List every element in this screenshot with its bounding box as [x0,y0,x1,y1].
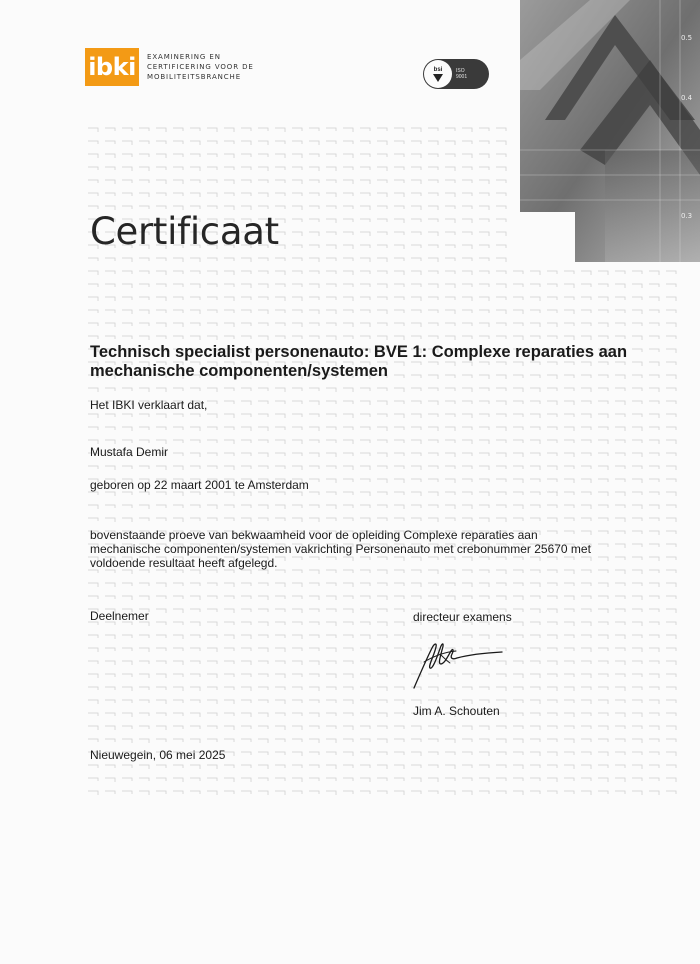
director-signature [410,634,506,694]
decorative-corner-graphic [520,0,700,262]
badge-org: bsi [433,66,443,73]
certificate-subject: Technisch specialist personenauto: BVE 1: Complexe reparaties aan mechanische componenten/systemen [90,343,628,380]
deco-label: 0.5 [681,34,693,42]
director-label: directeur examens [413,610,512,624]
ibki-logo-tagline [147,52,254,82]
logo-tagline-line: CERTIFICERING VOOR DE [147,63,254,71]
kitemark-icon [433,74,443,82]
deco-label: 0.3 [681,212,693,220]
place-and-date: Nieuwegein, 06 mei 2025 [90,748,226,762]
bsi-mark-icon [424,60,452,88]
birth-details: geboren op 22 maart 2001 te Amsterdam [90,478,309,492]
director-name: Jim A. Schouten [413,704,500,718]
intro-text: Het IBKI verklaart dat, [90,398,208,412]
ibki-logo-mark: ibki [85,48,139,86]
badge-line: ISO [456,68,465,74]
logo-tagline-line: MOBILITEITSBRANCHE [147,73,242,81]
badge-line: 9001 [456,74,468,80]
iso-certification-badge [423,59,489,89]
ibki-logo [85,48,254,86]
deco-label: 0.4 [681,94,693,102]
badge-standard [456,68,467,80]
participant-label: Deelnemer [90,609,149,623]
certificate-title: Certificaat [90,210,279,253]
logo-tagline-line: EXAMINERING EN [147,53,221,61]
certificate-statement: bovenstaande proeve van bekwaamheid voor de opleiding Complexe reparaties aan mechanische componenten/systemen vakrichting Personenauto met crebonummer 25670 met voldoende resultaat heeft afgelegd. [90,528,591,570]
recipient-name: Mustafa Demir [90,445,169,459]
